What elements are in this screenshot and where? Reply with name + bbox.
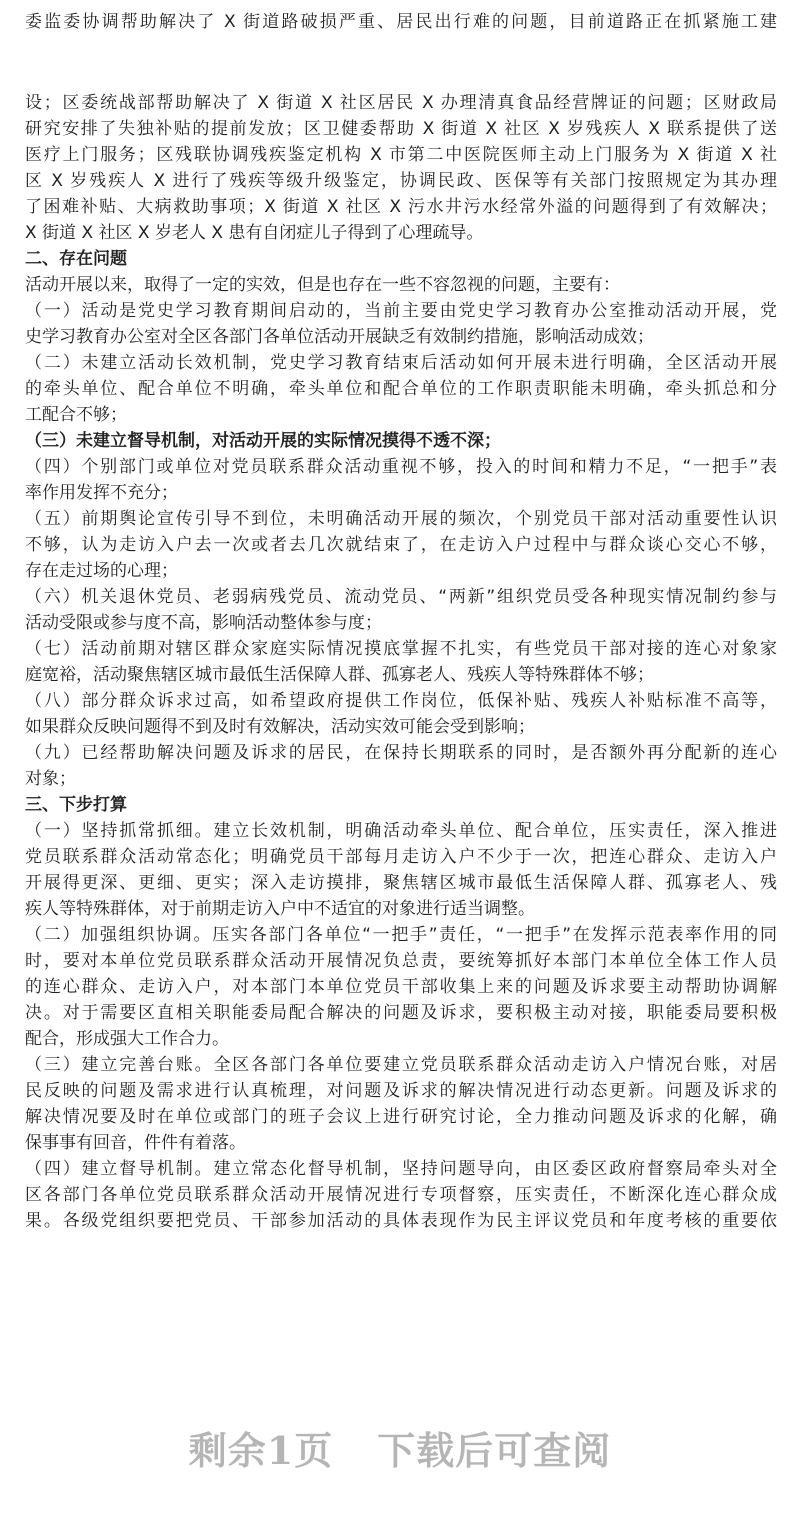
text-line: 活动开展以来，取得了一定的实效，但是也存在一些不容忽视的问题，主要有： [25,275,620,295]
text-line: 开展得更深、更细、更实；深入走访摸排，聚焦辖区城市最低生活保障人群、孤寡老人、残 [25,873,777,893]
text-line: 的牵头单位、配合单位不明确，牵头单位和配合单位的工作职责职能未明确，牵头抓总和分 [25,379,777,399]
text-line: X 街道 X 社区 X 岁老人 X 患有自闭症儿子得到了心理疏导。 [25,223,484,243]
text-line: 党员联系群众活动常态化；明确党员干部每月走访入户不少于一次，把连心群众、走访入户 [25,847,777,867]
text-line: （九）已经帮助解决问题及诉求的居民，在保持长期联系的同时，是否额外再分配新的连心 [25,743,777,763]
section-heading-line: （三）未建立督导机制，对活动开展的实际情况摸得不透不深； [25,431,501,451]
text-line: 解决情况要及时在单位或部门的班子会议上进行研究讨论，全力推动问题及诉求的化解，确 [25,1107,777,1127]
text-line: 率作用发挥不充分； [25,483,178,503]
text-line: 民反映的问题及需求进行认真梳理，对问题及诉求的解决情况进行动态更新。问题及诉求的 [25,1081,777,1101]
text-line: 配合，形成强大工作合力。 [25,1029,229,1049]
text-line: （一）坚持抓常抓细。建立长效机制，明确活动牵头单位、配合单位，压实责任，深入推进 [25,821,777,841]
document-top-fragment [25,9,777,35]
text-line: 存在走过场的心理； [25,561,178,581]
text-line: 委监委协调帮助解决了 X 街道路破损严重、居民出行难的问题，目前道路正在抓紧施工建 [25,12,777,32]
text-line: （二）加强组织协调。压实各部门各单位“一把手”责任，“一把手”在发挥示范表率作用的同 [25,925,777,945]
text-line: 庭宽裕，活动聚焦辖区城市最低生活保障人群、孤寡老人、残疾人等特殊群体不够； [25,665,654,685]
text-line: 活动受限或参与度不高，影响活动整体参与度； [25,613,382,633]
text-line: 设；区委统战部帮助解决了 X 街道 X 社区居民 X 办理清真食品经营牌证的问题；区财政局 [25,93,777,113]
text-line: 区各部门各单位党员联系群众活动开展情况进行专项督察，压实责任，不断深化连心群众成 [25,1185,777,1205]
section-heading-line: 二、存在问题 [25,249,127,269]
text-line: 果。各级党组织要把党员、干部参加活动的具体表现作为民主评议党员和年度考核的重要依 [25,1211,777,1231]
text-line: 保事事有回音，件件有着落。 [25,1133,246,1153]
text-line: 时，要对本单位党员联系群众活动开展情况负总责，要统筹抓好本部门本单位全体工作人员 [25,951,777,971]
text-line: （一）活动是党史学习教育期间启动的，当前主要由党史学习教育办公室推动活动开展，党 [25,301,777,321]
text-line: （七）活动前期对辖区群众家庭实际情况摸底掌握不扎实，有些党员干部对接的连心对象家 [25,639,777,659]
text-line: 对象； [25,769,76,789]
text-line: 医疗上门服务；区残联协调残疾鉴定机构 X 市第二中医院医师主动上门服务为 X 街道 X 社 [25,145,777,165]
remaining-pages-banner[interactable] [0,1420,800,1475]
text-line: 区 X 岁残疾人 X 进行了残疾等级升级鉴定，协调民政、医保等有关部门按照规定为其办理 [25,171,777,191]
text-line: 工配合不够； [25,405,127,425]
text-line: （八）部分群众诉求过高，如希望政府提供工作岗位，低保补贴、残疾人补贴标准不高等， [25,691,777,711]
text-line: （五）前期舆论宣传引导不到位，未明确活动开展的频次，个别党员干部对活动重要性认识 [25,509,777,529]
text-line: （四）个别部门或单位对党员联系群众活动重视不够，投入的时间和精力不足，“一把手”表 [25,457,777,477]
text-line: 了困难补贴、大病救助事项；X 街道 X 社区 X 污水井污水经常外溢的问题得到了有效解决； [25,197,777,217]
text-line: （四）建立督导机制。建立常态化督导机制，坚持问题导向，由区委区政府督察局牵头对全 [25,1159,777,1179]
download-to-read-text: 下载后可查阅 [377,1428,612,1473]
text-line: 如果群众反映问题得不到及时有效解决，活动实效可能会受到影响； [25,717,535,737]
text-line: （六）机关退休党员、老弱病残党员、流动党员、“两新”组织党员受各种现实情况制约参与 [25,587,777,607]
text-line: （三）建立完善台账。全区各部门各单位要建立党员联系群众活动走访入户情况台账，对居 [25,1055,777,1075]
text-line: 史学习教育办公室对全区各部门各单位活动开展缺乏有效制约措施，影响活动成效； [25,327,654,347]
document-body [25,90,777,1234]
section-heading-line: 三、下步打算 [25,795,127,815]
text-line: 研究安排了失独补贴的提前发放；区卫健委帮助 X 街道 X 社区 X 岁残疾人 X 联系提供了送 [25,119,777,139]
text-line: （二）未建立活动长效机制，党史学习教育结束后活动如何开展未进行明确，全区活动开展 [25,353,777,373]
text-line: 疾人等特殊群体，对于前期走访入户中不适宜的对象进行适当调整。 [25,899,535,919]
text-line: 不够，认为走访入户去一次或者去几次就结束了，在走访入户过程中与群众谈心交心不够， [25,535,777,555]
remaining-pages-text: 剩余1页 [188,1428,334,1473]
text-line: 决。对于需要区直相关职能委局配合解决的问题及诉求，要积极主动对接，职能委局要积极 [25,1003,777,1023]
text-line: 的连心群众、走访入户，对本部门本单位党员干部收集上来的问题及诉求要主动帮助协调解 [25,977,777,997]
